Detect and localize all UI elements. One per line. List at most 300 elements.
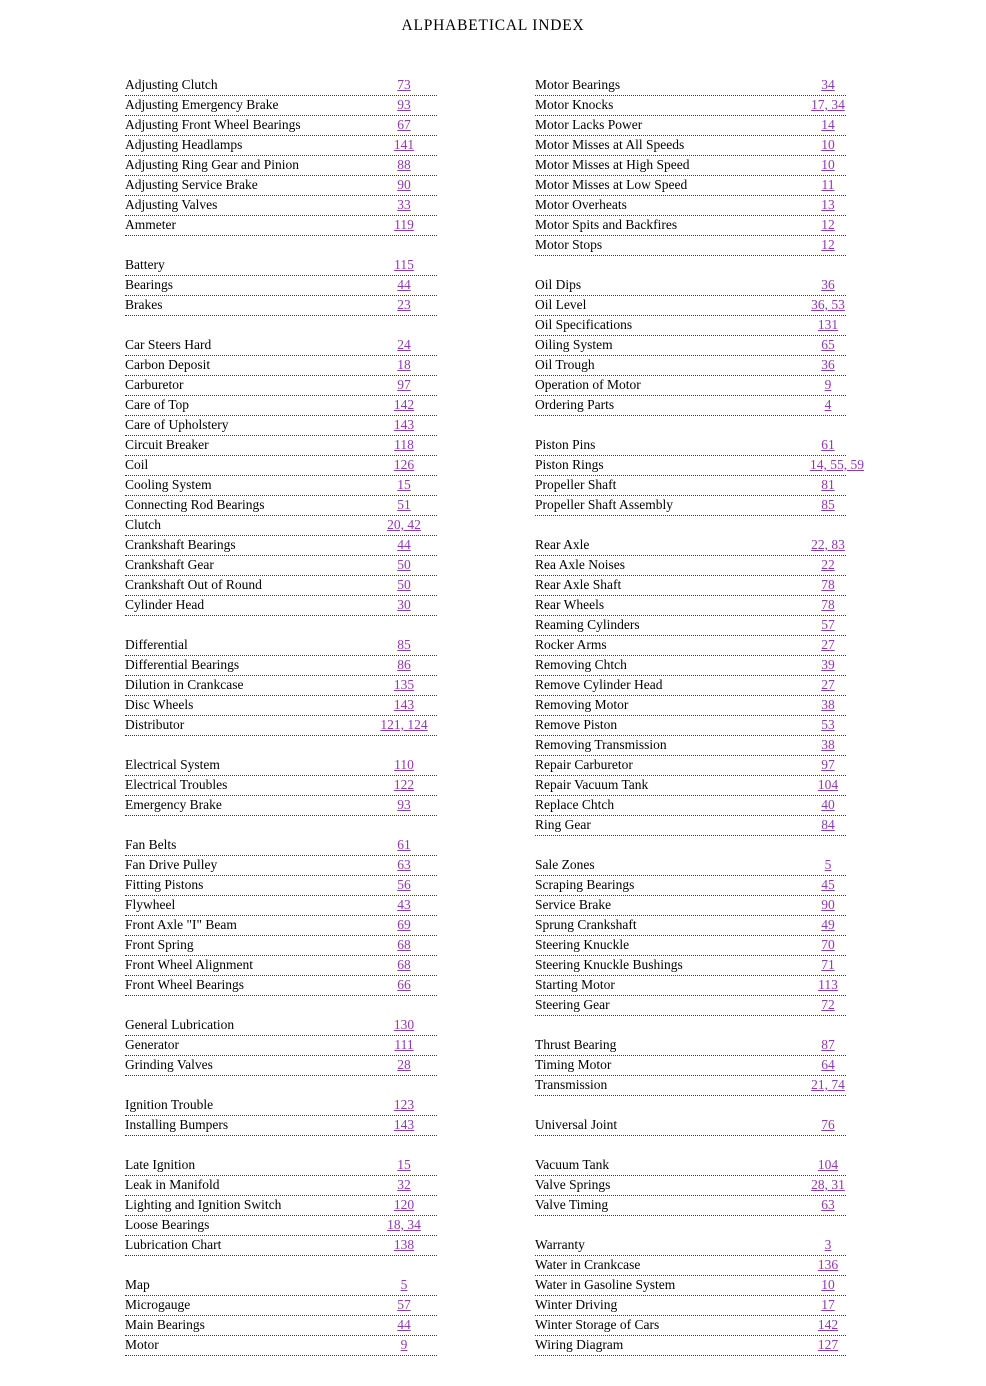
- index-entry-label: Generator: [125, 1037, 179, 1052]
- page-number-link[interactable]: 104: [817, 777, 839, 792]
- page-number-link[interactable]: 110: [394, 757, 414, 772]
- page-number-link[interactable]: 68: [397, 957, 411, 972]
- page-number-link[interactable]: 53: [821, 717, 835, 732]
- page-number-link[interactable]: 66: [397, 977, 411, 992]
- index-row: [535, 1176, 846, 1196]
- index-row: [535, 616, 846, 636]
- page-number-link[interactable]: 115: [394, 257, 414, 272]
- page-number-link[interactable]: 10: [821, 137, 835, 152]
- index-group: [535, 1156, 846, 1216]
- index-group: [125, 336, 437, 616]
- index-row: [535, 436, 846, 456]
- index-row: [535, 296, 846, 316]
- index-entry-label: Warranty: [535, 1237, 585, 1252]
- index-row: [535, 396, 846, 416]
- index-entry-label: Emergency Brake: [125, 797, 222, 812]
- index-entry-label: Water in Crankcase: [535, 1257, 641, 1272]
- index-row: [535, 336, 846, 356]
- index-entry-label: Propeller Shaft Assembly: [535, 497, 673, 512]
- page-number-link[interactable]: 38: [821, 737, 835, 752]
- index-row: [125, 896, 437, 916]
- index-entry-label: Crankshaft Out of Round: [125, 577, 262, 592]
- index-row: [125, 1156, 437, 1176]
- index-entry-label: Thrust Bearing: [535, 1037, 617, 1052]
- index-entry-label: Universal Joint: [535, 1117, 618, 1132]
- page-number-link[interactable]: 122: [393, 777, 415, 792]
- page-number-link[interactable]: 57: [397, 1297, 411, 1312]
- page-number-link[interactable]: 138: [393, 1237, 415, 1252]
- index-row: [125, 1296, 437, 1316]
- page-number-link[interactable]: 20, 42: [387, 517, 421, 532]
- index-entry-label: Motor Misses at High Speed: [535, 157, 690, 172]
- page-number-link[interactable]: 93: [397, 97, 411, 112]
- index-entry-label: Lighting and Ignition Switch: [125, 1197, 282, 1212]
- index-entry-label: Motor Bearings: [535, 77, 621, 92]
- index-row: [125, 836, 437, 856]
- page-number-link[interactable]: 27: [821, 677, 835, 692]
- index-row: [125, 576, 437, 596]
- index-entry-label: Disc Wheels: [125, 697, 194, 712]
- page-number-link[interactable]: 17: [821, 1297, 835, 1312]
- index-row: [535, 476, 846, 496]
- page-number-link[interactable]: 15: [397, 477, 411, 492]
- page-number-link[interactable]: 12: [821, 237, 835, 252]
- index-row: [125, 1036, 437, 1056]
- index-row: [535, 736, 846, 756]
- index-group: [125, 1016, 437, 1076]
- page-number-link[interactable]: 93: [397, 797, 411, 812]
- index-row: [535, 1156, 846, 1176]
- page-number-link[interactable]: 34: [821, 77, 835, 92]
- index-entry-label: Oil Level: [535, 297, 587, 312]
- index-entry-label: Oil Trough: [535, 357, 595, 372]
- index-entry-label: Motor Lacks Power: [535, 117, 643, 132]
- index-row: [535, 756, 846, 776]
- index-row: [125, 456, 437, 476]
- page-number-link[interactable]: 14, 55, 59: [810, 457, 864, 472]
- index-group: [125, 76, 437, 236]
- page-number-link[interactable]: 23: [397, 297, 411, 312]
- index-entry-label: Winter Storage of Cars: [535, 1317, 660, 1332]
- page-number-link[interactable]: 90: [821, 897, 835, 912]
- index-entry-label: Circuit Breaker: [125, 437, 209, 452]
- index-entry-label: Rea Axle Noises: [535, 557, 625, 572]
- page-number-link[interactable]: 113: [818, 977, 838, 992]
- index-row: [125, 356, 437, 376]
- index-entry-label: Ammeter: [125, 217, 176, 232]
- page-number-link[interactable]: 18: [397, 357, 411, 372]
- index-row: [125, 76, 437, 96]
- page-number-link[interactable]: 63: [397, 857, 411, 872]
- index-entry-label: Crankshaft Gear: [125, 557, 214, 572]
- page-number-link[interactable]: 126: [393, 457, 415, 472]
- page-number-link[interactable]: 72: [821, 997, 835, 1012]
- index-entry-label: Motor: [125, 1337, 159, 1352]
- index-row: [125, 1196, 437, 1216]
- page-number-link[interactable]: 9: [400, 1337, 408, 1352]
- index-row: [125, 956, 437, 976]
- index-row: [125, 1216, 437, 1236]
- index-row: [125, 436, 437, 456]
- index-entry-label: Sale Zones: [535, 857, 595, 872]
- index-entry-label: Late Ignition: [125, 1157, 196, 1172]
- index-entry-label: Wiring Diagram: [535, 1337, 624, 1352]
- page-number-link[interactable]: 39: [821, 657, 835, 672]
- page-number-link[interactable]: 45: [821, 877, 835, 892]
- index-row: [535, 656, 846, 676]
- page-number-link[interactable]: 40: [821, 797, 835, 812]
- index-row: [125, 936, 437, 956]
- index-entry-label: Coil: [125, 457, 149, 472]
- index-entry-label: General Lubrication: [125, 1017, 235, 1032]
- index-group: [125, 756, 437, 816]
- index-entry-label: Motor Knocks: [535, 97, 614, 112]
- index-row: [535, 1336, 846, 1356]
- page-number-link[interactable]: 49: [821, 917, 835, 932]
- page-number-link[interactable]: 88: [397, 157, 411, 172]
- index-entry-label: Rocker Arms: [535, 637, 607, 652]
- index-row: [535, 856, 846, 876]
- page-number-link[interactable]: 141: [393, 137, 415, 152]
- page-number-link[interactable]: 67: [397, 117, 411, 132]
- page-number-link[interactable]: 51: [397, 497, 411, 512]
- page-number-link[interactable]: 85: [397, 637, 411, 652]
- index-row: [535, 216, 846, 236]
- index-entry-label: Motor Spits and Backfires: [535, 217, 678, 232]
- index-entry-label: Adjusting Emergency Brake: [125, 97, 279, 112]
- index-row: [535, 536, 846, 556]
- index-entry-label: Service Brake: [535, 897, 612, 912]
- page-number-link[interactable]: 61: [821, 437, 835, 452]
- index-row: [535, 96, 846, 116]
- page-number-link[interactable]: 61: [397, 837, 411, 852]
- page-number-link[interactable]: 97: [821, 757, 835, 772]
- page-number-link[interactable]: 57: [821, 617, 835, 632]
- index-row: [535, 76, 846, 96]
- page-number-link[interactable]: 24: [397, 337, 411, 352]
- page-number-link[interactable]: 32: [397, 1177, 411, 1192]
- index-row: [535, 1056, 846, 1076]
- index-entry-label: Installing Bumpers: [125, 1117, 229, 1132]
- page-number-link[interactable]: 21, 74: [811, 1077, 845, 1092]
- index-row: [125, 1176, 437, 1196]
- page-number-link[interactable]: 28: [397, 1057, 411, 1072]
- index-row: [535, 356, 846, 376]
- page-title: ALPHABETICAL INDEX: [401, 17, 585, 34]
- index-entry-label: Transmission: [535, 1077, 608, 1092]
- index-entry-label: Front Wheel Bearings: [125, 977, 244, 992]
- index-group: [535, 856, 846, 1016]
- index-row: [125, 656, 437, 676]
- index-entry-label: Leak in Manifold: [125, 1177, 220, 1192]
- index-row: [125, 1236, 437, 1256]
- index-row: [535, 116, 846, 136]
- index-entry-label: Water in Gasoline System: [535, 1277, 676, 1292]
- index-group: [535, 1236, 846, 1356]
- page-number-link[interactable]: 5: [400, 1277, 408, 1292]
- index-row: [125, 676, 437, 696]
- page-number-link[interactable]: 33: [397, 197, 411, 212]
- index-row: [125, 516, 437, 536]
- page-number-link[interactable]: 36: [821, 357, 835, 372]
- index-entry-label: Fan Belts: [125, 837, 177, 852]
- page-number-link[interactable]: 143: [393, 1117, 415, 1132]
- index-row: [125, 916, 437, 936]
- index-entry-label: Motor Stops: [535, 237, 603, 252]
- index-entry-label: Removing Motor: [535, 697, 629, 712]
- index-entry-label: Winter Driving: [535, 1297, 618, 1312]
- index-entry-label: Cylinder Head: [125, 597, 205, 612]
- page-number-link[interactable]: 44: [397, 1317, 411, 1332]
- index-row: [535, 1316, 846, 1336]
- index-entry-label: Distributor: [125, 717, 185, 732]
- page-number-link[interactable]: 142: [817, 1317, 839, 1332]
- index-row: [125, 216, 437, 236]
- page-number-link[interactable]: 36: [821, 277, 835, 292]
- index-entry-label: Oil Dips: [535, 277, 582, 292]
- page-number-link[interactable]: 44: [397, 537, 411, 552]
- index-row: [535, 316, 846, 336]
- page-number-link[interactable]: 123: [393, 1097, 415, 1112]
- index-entry-label: Propeller Shaft: [535, 477, 617, 492]
- index-entry-label: Motor Overheats: [535, 197, 627, 212]
- page-number-link[interactable]: 3: [824, 1237, 832, 1252]
- index-row: [125, 96, 437, 116]
- page-number-link[interactable]: 119: [394, 217, 414, 232]
- index-entry-label: Steering Knuckle: [535, 937, 630, 952]
- index-row: [535, 676, 846, 696]
- page-number-link[interactable]: 143: [393, 417, 415, 432]
- index-entry-label: Ordering Parts: [535, 397, 615, 412]
- page-number-link[interactable]: 5: [824, 857, 832, 872]
- index-entry-label: Remove Piston: [535, 717, 618, 732]
- page-number-link[interactable]: 73: [397, 77, 411, 92]
- index-row: [535, 556, 846, 576]
- page-number-link[interactable]: 121, 124: [380, 717, 428, 732]
- index-row: [125, 336, 437, 356]
- index-row: [125, 256, 437, 276]
- index-row: [535, 1196, 846, 1216]
- index-row: [535, 196, 846, 216]
- index-row: [535, 816, 846, 836]
- index-row: [125, 876, 437, 896]
- page-number-link[interactable]: 71: [821, 957, 835, 972]
- page-number-link[interactable]: 111: [394, 1037, 414, 1052]
- page-number-link[interactable]: 130: [393, 1017, 415, 1032]
- index-entry-label: Electrical System: [125, 757, 220, 772]
- index-entry-label: Replace Chtch: [535, 797, 615, 812]
- index-entry-label: Lubrication Chart: [125, 1237, 222, 1252]
- index-entry-label: Operation of Motor: [535, 377, 641, 392]
- index-entry-label: Crankshaft Bearings: [125, 537, 236, 552]
- index-row: [125, 716, 437, 736]
- page-number-link[interactable]: 84: [821, 817, 835, 832]
- index-entry-label: Oiling System: [535, 337, 613, 352]
- index-row: [125, 1336, 437, 1356]
- page-number-link[interactable]: 97: [397, 377, 411, 392]
- page-number-link[interactable]: 135: [393, 677, 415, 692]
- index-row: [125, 756, 437, 776]
- page-number-link[interactable]: 90: [397, 177, 411, 192]
- index-row: [125, 416, 437, 436]
- index-entry-label: Ignition Trouble: [125, 1097, 214, 1112]
- page-number-link[interactable]: 81: [821, 477, 835, 492]
- index-entry-label: Adjusting Front Wheel Bearings: [125, 117, 301, 132]
- index-entry-label: Connecting Rod Bearings: [125, 497, 265, 512]
- index-row: [535, 696, 846, 716]
- index-group: [125, 1276, 437, 1356]
- page-number-link[interactable]: 10: [821, 1277, 835, 1292]
- page-number-link[interactable]: 22: [821, 557, 835, 572]
- page-number-link[interactable]: 12: [821, 217, 835, 232]
- index-group: [535, 1116, 846, 1136]
- index-row: [125, 1276, 437, 1296]
- page-number-link[interactable]: 64: [821, 1057, 835, 1072]
- page-number-link[interactable]: 86: [397, 657, 411, 672]
- index-row: [125, 496, 437, 516]
- page-number-link[interactable]: 50: [397, 577, 411, 592]
- page-number-link[interactable]: 10: [821, 157, 835, 172]
- page-number-link[interactable]: 78: [821, 597, 835, 612]
- index-group: [535, 1036, 846, 1096]
- index-row: [535, 276, 846, 296]
- index-row: [535, 936, 846, 956]
- index-row: [125, 1056, 437, 1076]
- page-number-link[interactable]: 70: [821, 937, 835, 952]
- page-number-link[interactable]: 27: [821, 637, 835, 652]
- index-entry-label: Battery: [125, 257, 165, 272]
- page-number-link[interactable]: 9: [824, 377, 832, 392]
- index-entry-label: Remove Cylinder Head: [535, 677, 663, 692]
- index-entry-label: Front Axle "I" Beam: [125, 917, 237, 932]
- index-row: [125, 1316, 437, 1336]
- index-row: [125, 276, 437, 296]
- index-row: [535, 1116, 846, 1136]
- page-number-link[interactable]: 143: [393, 697, 415, 712]
- index-row: [125, 196, 437, 216]
- index-row: [125, 796, 437, 816]
- index-group: [535, 436, 864, 516]
- page-number-link[interactable]: 30: [397, 597, 411, 612]
- page-number-link[interactable]: 87: [821, 1037, 835, 1052]
- page-number-link[interactable]: 142: [393, 397, 415, 412]
- index-entry-label: Differential: [125, 637, 188, 652]
- page-number-link[interactable]: 50: [397, 557, 411, 572]
- index-row: [125, 536, 437, 556]
- index-entry-label: Microgauge: [125, 1297, 191, 1312]
- index-entry-label: Clutch: [125, 517, 161, 532]
- page-number-link[interactable]: 76: [821, 1117, 835, 1132]
- page-number-link[interactable]: 127: [817, 1337, 839, 1352]
- index-row: [125, 296, 437, 316]
- index-group: [125, 1096, 437, 1136]
- index-entry-label: Brakes: [125, 297, 163, 312]
- index-row: [535, 956, 846, 976]
- page-number-link[interactable]: 104: [817, 1157, 839, 1172]
- index-row: [535, 236, 846, 256]
- index-row: [535, 916, 846, 936]
- index-entry-label: Front Spring: [125, 937, 194, 952]
- index-row: [125, 176, 437, 196]
- index-entry-label: Motor Misses at All Speeds: [535, 137, 685, 152]
- page-number-link[interactable]: 18, 34: [387, 1217, 421, 1232]
- page-number-link[interactable]: 65: [821, 337, 835, 352]
- index-row: [535, 376, 846, 396]
- page-number-link[interactable]: 15: [397, 1157, 411, 1172]
- index-entry-label: Cooling System: [125, 477, 212, 492]
- page-number-link[interactable]: 22, 83: [811, 537, 845, 552]
- index-entry-label: Repair Carburetor: [535, 757, 633, 772]
- page-number-link[interactable]: 17, 34: [811, 97, 845, 112]
- index-entry-label: Electrical Troubles: [125, 777, 228, 792]
- index-entry-label: Loose Bearings: [125, 1217, 210, 1232]
- page-number-link[interactable]: 69: [397, 917, 411, 932]
- index-row: [535, 636, 846, 656]
- page-number-link[interactable]: 4: [824, 397, 832, 412]
- index-entry-label: Vacuum Tank: [535, 1157, 610, 1172]
- index-row: [125, 396, 437, 416]
- index-row: [125, 976, 437, 996]
- page-number-link[interactable]: 13: [821, 197, 835, 212]
- index-row: [125, 556, 437, 576]
- index-entry-label: Carbon Deposit: [125, 357, 211, 372]
- index-entry-label: Dilution in Crankcase: [125, 677, 244, 692]
- index-entry-label: Repair Vacuum Tank: [535, 777, 649, 792]
- index-entry-label: Main Bearings: [125, 1317, 205, 1332]
- page-number-link[interactable]: 118: [394, 437, 414, 452]
- page-number-link[interactable]: 131: [817, 317, 839, 332]
- page-number-link[interactable]: 78: [821, 577, 835, 592]
- page-number-link[interactable]: 43: [397, 897, 411, 912]
- index-row: [535, 716, 846, 736]
- page-number-link[interactable]: 44: [397, 277, 411, 292]
- index-row: [125, 376, 437, 396]
- page-number-link[interactable]: 28, 31: [811, 1177, 845, 1192]
- page-number-link[interactable]: 68: [397, 937, 411, 952]
- index-entry-label: Fitting Pistons: [125, 877, 204, 892]
- index-entry-label: Adjusting Headlamps: [125, 137, 243, 152]
- page-number-link[interactable]: 85: [821, 497, 835, 512]
- index-entry-label: Rear Axle: [535, 537, 590, 552]
- index-row: [535, 996, 846, 1016]
- page-number-link[interactable]: 36, 53: [811, 297, 845, 312]
- index-entry-label: Valve Timing: [535, 1197, 609, 1212]
- index-entry-label: Car Steers Hard: [125, 337, 212, 352]
- index-row: [125, 856, 437, 876]
- index-entry-label: Adjusting Valves: [125, 197, 218, 212]
- index-entry-label: Valve Springs: [535, 1177, 611, 1192]
- page-number-link[interactable]: 63: [821, 1197, 835, 1212]
- index-group: [125, 636, 437, 736]
- page-number-link[interactable]: 136: [817, 1257, 839, 1272]
- index-entry-label: Flywheel: [125, 897, 176, 912]
- index-row: [125, 156, 437, 176]
- index-entry-label: Carburetor: [125, 377, 184, 392]
- page-number-link[interactable]: 56: [397, 877, 411, 892]
- index-row: [535, 1236, 846, 1256]
- index-group: [535, 536, 846, 836]
- index-entry-label: Reaming Cylinders: [535, 617, 640, 632]
- page-number-link[interactable]: 11: [821, 177, 835, 192]
- page-number-link[interactable]: 14: [821, 117, 835, 132]
- index-group: [535, 76, 846, 256]
- index-entry-label: Motor Misses at Low Speed: [535, 177, 688, 192]
- index-entry-label: Sprung Crankshaft: [535, 917, 637, 932]
- page-number-link[interactable]: 38: [821, 697, 835, 712]
- index-entry-label: Care of Upholstery: [125, 417, 229, 432]
- page-number-link[interactable]: 120: [393, 1197, 415, 1212]
- index-row: [535, 576, 846, 596]
